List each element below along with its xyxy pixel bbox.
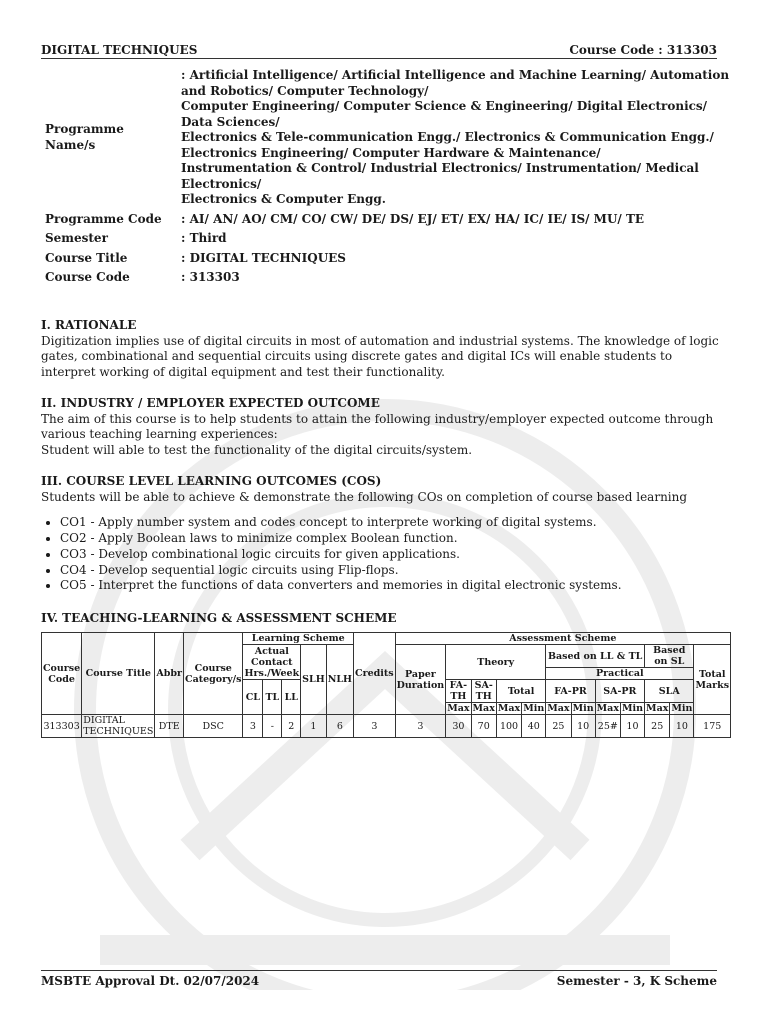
col-max: Max (447, 703, 470, 714)
co-item: • CO1 - Apply number system and codes concept to interprete working of digital systems. (60, 515, 721, 531)
col-fa-pr: FA-PR (546, 680, 595, 703)
cell-tl: - (263, 715, 282, 738)
footer-semester-scheme: Semester - 3, K Scheme (556, 974, 717, 988)
practical-header: Practical (546, 668, 694, 680)
col-max: Max (596, 703, 619, 714)
cell-credits: 3 (354, 715, 396, 738)
cell-total-marks: 175 (694, 715, 731, 738)
col-min: Min (572, 703, 594, 714)
co-item: • CO2 - Apply Boolean laws to minimize complex Boolean function. (60, 531, 721, 547)
col-nlh: NLH (326, 645, 353, 715)
programme-code-label: Programme Code (45, 211, 162, 226)
col-total-marks: Total Marks (694, 645, 731, 715)
col-sa-pr: SA-PR (595, 680, 644, 703)
theory-header: Theory (446, 645, 546, 680)
cos-intro: Students will be able to achieve & demonstrate the following COs on completion of course based learning (41, 489, 688, 504)
col-paper-duration: Paper Duration (395, 645, 446, 715)
cell-fa-th-max: 30 (446, 715, 471, 738)
page-header (41, 43, 717, 59)
col-min: Min (523, 703, 545, 714)
scheme-heading: IV. TEACHING-LEARNING & ASSESSMENT SCHEME (41, 611, 397, 625)
cos-list (41, 515, 721, 594)
based-ll-tl-header: Based on LL & TL (546, 645, 645, 668)
assessment-scheme-header: Assessment Scheme (395, 633, 730, 645)
cell-fa-pr-max: 25 (546, 715, 571, 738)
course-title-value: : DIGITAL TECHNIQUES (181, 250, 346, 265)
outcome-text: The aim of this course is to help students to attain the following industry/employer expected outcome through various teaching learning experiences: (41, 411, 714, 442)
col-max: Max (547, 703, 570, 714)
cell-ll: 2 (282, 715, 301, 738)
cell-sa-pr-max: 25# (595, 715, 620, 738)
outcome-section (41, 396, 721, 459)
page-footer (41, 970, 717, 988)
programme-name-line: Computer Engineering/ Computer Science & Engineering/ Digital Electronics/ Data Sciences/ (181, 99, 708, 129)
cell-category: DSC (184, 715, 243, 738)
cell-fa-pr-min: 10 (571, 715, 595, 738)
col-max: Max (472, 703, 495, 714)
programme-name-line: Electronics & Tele-communication Engg./ Electronics & Communication Engg./ Electronics Engineering/ Computer Hardware & Maintenance/ (181, 130, 714, 160)
header-course-name: DIGITAL TECHNIQUES (41, 43, 198, 57)
cell-paper-duration: 3 (395, 715, 446, 738)
programme-name-line: : Artificial Intelligence/ Artificial Intelligence and Machine Learning/ Automation and Robotics/ Computer Technology/ (181, 68, 730, 98)
cos-section (41, 474, 721, 594)
col-max: Max (646, 703, 669, 714)
col-ll: LL (282, 680, 301, 715)
co-item: • CO3 - Develop combinational logic circuits for given applications. (60, 547, 721, 563)
programme-details-table (41, 64, 731, 290)
rationale-section (41, 318, 721, 381)
course-title-label: Course Title (45, 250, 128, 265)
cell-sa-pr-min: 10 (621, 715, 645, 738)
col-sa-th: SA-TH (471, 680, 496, 703)
col-fa-th: FA-TH (446, 680, 471, 703)
col-category: Course Category/s (184, 633, 243, 715)
col-slh: SLH (301, 645, 327, 715)
col-credits: Credits (354, 633, 396, 715)
cell-abbr: DTE (155, 715, 184, 738)
col-cl: CL (243, 680, 263, 715)
col-min: Min (671, 703, 693, 714)
programme-name-label: Programme Name/s (45, 122, 124, 152)
table-row (42, 715, 731, 738)
cell-total-min: 40 (522, 715, 546, 738)
col-min: Min (622, 703, 644, 714)
based-sl-header: Based on SL (645, 645, 694, 668)
cell-total-max: 100 (496, 715, 521, 738)
cell-nlh: 6 (326, 715, 353, 738)
rationale-text: Digitization implies use of digital circuits in most of automation and industrial systems. The knowledge of logic gates, combinational and sequential circuits using discrete gates and digital ICs will enable students to interpret working of digital equipment and test their functionality. (41, 333, 719, 380)
course-code-label: Course Code (45, 270, 130, 284)
co-item: • CO5 - Interpret the functions of data converters and memories in digital electronic systems. (60, 578, 721, 594)
col-abbr: Abbr (155, 633, 184, 715)
programme-name-value (177, 68, 731, 208)
cell-course-title: DIGITAL TECHNIQUES (83, 715, 154, 737)
col-course-title: Course Title (82, 633, 155, 715)
rationale-heading: I. RATIONALE (41, 318, 137, 332)
programme-name-line: Electronics & Computer Engg. (181, 192, 386, 206)
programme-name-line: Instrumentation & Control/ Industrial Electronics/ Instrumentation/ Medical Electronics/ (181, 161, 699, 191)
cell-slh: 1 (301, 715, 327, 738)
cell-sla-max: 25 (645, 715, 670, 738)
outcome-text-2: Student will able to test the functionality of the digital circuits/system. (41, 443, 473, 458)
cell-cl: 3 (243, 715, 263, 738)
outcome-heading: II. INDUSTRY / EMPLOYER EXPECTED OUTCOME (41, 396, 380, 410)
cell-course-code: 313303 (42, 715, 82, 738)
col-max: Max (497, 703, 521, 714)
cos-heading: III. COURSE LEVEL LEARNING OUTCOMES (COS) (41, 474, 382, 488)
col-course-code: Course Code (42, 633, 82, 715)
col-tl: TL (263, 680, 282, 715)
actual-contact-header: Actual Contact Hrs./Week (244, 645, 300, 679)
col-total: Total (496, 680, 545, 703)
header-course-code: Course Code : 313303 (569, 43, 717, 57)
course-code-value: : 313303 (181, 270, 240, 284)
cell-sla-min: 10 (670, 715, 694, 738)
co-item: • CO4 - Develop sequential logic circuits using Flip-flops. (60, 563, 721, 579)
semester-label: Semester (45, 231, 108, 245)
programme-code-value: : AI/ AN/ AO/ CM/ CO/ CW/ DE/ DS/ EJ/ ET/ EX/ HA/ IC/ IE/ IS/ MU/ TE (181, 211, 645, 226)
col-sla: SLA (645, 680, 694, 703)
learning-scheme-header: Learning Scheme (243, 633, 354, 645)
semester-value: : Third (181, 231, 227, 245)
assessment-scheme-table (41, 632, 731, 738)
cell-sa-th-max: 70 (471, 715, 496, 738)
footer-approval-date: MSBTE Approval Dt. 02/07/2024 (41, 974, 260, 988)
